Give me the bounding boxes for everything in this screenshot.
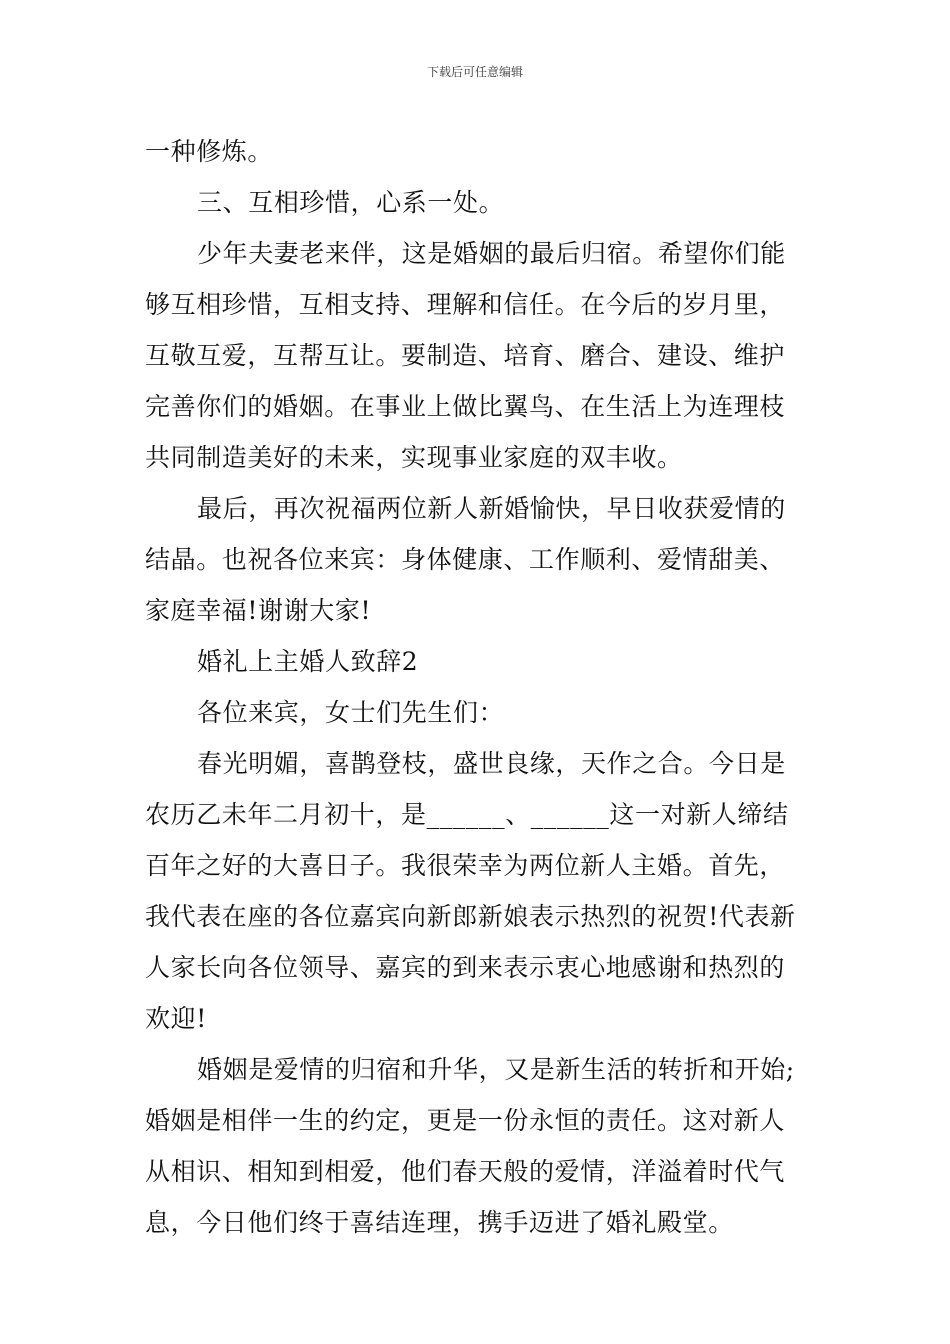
text-line: 我代表在座的各位嘉宾向新郎新娘表示热烈的祝贺!代表新 bbox=[145, 902, 796, 931]
text-line: 人家长向各位领导、嘉宾的到来表示衷心地感谢和热烈的 bbox=[145, 953, 786, 982]
text-line: 家庭幸福!谢谢大家! bbox=[145, 596, 372, 625]
text-line: 欢迎! bbox=[145, 1004, 207, 1033]
section-heading: 三、互相珍惜，心系一处。 bbox=[197, 188, 505, 217]
salutation: 各位来宾，女士们先生们： bbox=[197, 698, 505, 727]
text-line: 互敬互爱，互帮互让。要制造、培育、磨合、建设、维护 bbox=[145, 341, 786, 370]
text-line: 从相识、相知到相爱，他们春天般的爱情，洋溢着时代气 bbox=[145, 1157, 786, 1186]
text-line: 百年之好的大喜日子。我很荣幸为两位新人主婚。首先， bbox=[145, 851, 786, 880]
text-line: 最后，再次祝福两位新人新婚愉快，早日收获爱情的 bbox=[197, 494, 786, 523]
text-line: 农历乙未年二月初十，是______、______这一对新人缔结 bbox=[145, 800, 789, 829]
text-line: 共同制造美好的未来，实现事业家庭的双丰收。 bbox=[145, 443, 683, 472]
text-line: 一种修炼。 bbox=[145, 137, 274, 166]
text-line: 结晶。也祝各位来宾：身体健康、工作顺利、爱情甜美、 bbox=[145, 545, 786, 574]
text-line: 少年夫妻老来伴，这是婚姻的最后归宿。希望你们能 bbox=[197, 239, 786, 268]
text-line: 完善你们的婚姻。在事业上做比翼鸟、在生活上为连理枝 bbox=[145, 392, 786, 421]
text-line: 息，今日他们终于喜结连理，携手迈进了婚礼殿堂。 bbox=[145, 1208, 734, 1237]
page-header-note: 下载后可任意编辑 bbox=[426, 65, 523, 79]
speech-title: 婚礼上主婚人致辞2 bbox=[197, 647, 419, 676]
text-line: 够互相珍惜，互相支持、理解和信任。在今后的岁月里， bbox=[145, 290, 786, 319]
text-line: 春光明媚，喜鹊登枝，盛世良缘，天作之合。今日是 bbox=[197, 749, 786, 778]
text-line: 婚姻是相伴一生的约定，更是一份永恒的责任。这对新人 bbox=[145, 1106, 786, 1135]
text-line: 婚姻是爱情的归宿和升华，又是新生活的转折和开始; bbox=[197, 1055, 795, 1084]
document-body bbox=[145, 126, 810, 1248]
